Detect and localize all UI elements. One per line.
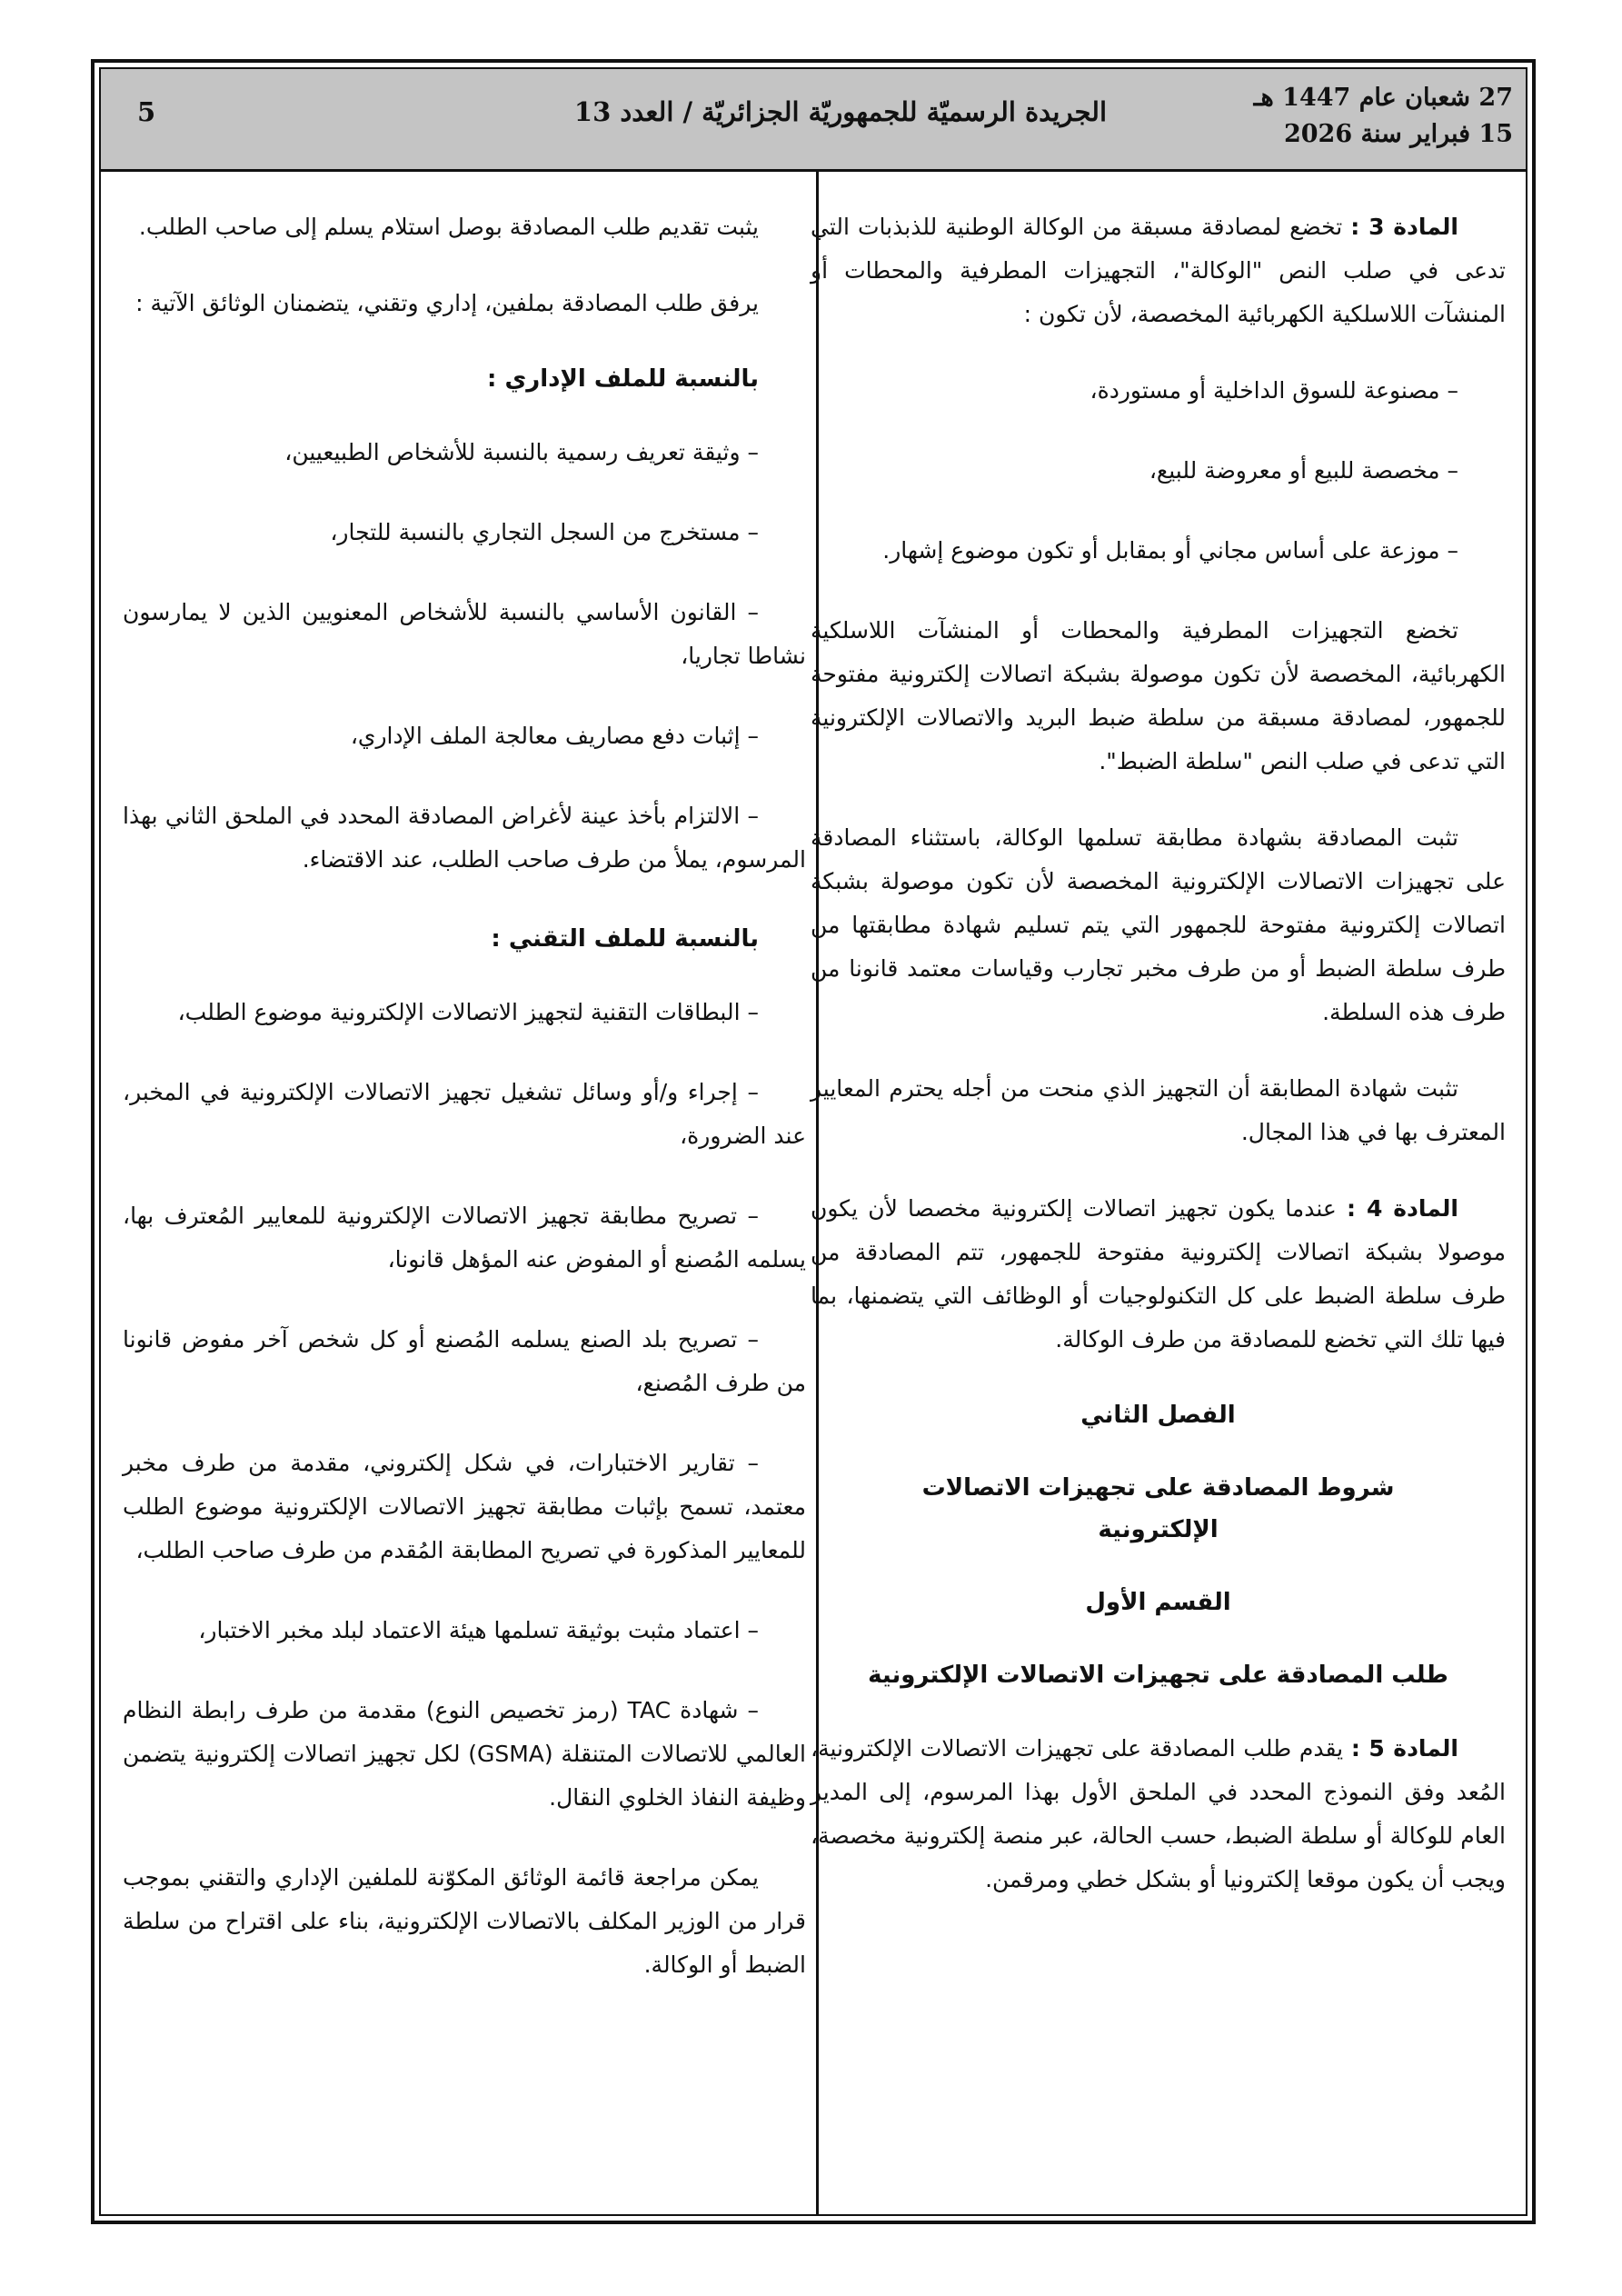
list-item: – تصريح مطابقة تجهيز الاتصالات الإلكترونية للمعايير المُعترف بها، يسلمه المُصنع أو المفوض عنه المؤهل قانونا، bbox=[123, 1203, 806, 1273]
page-border bbox=[99, 67, 1527, 2216]
section-heading: القسم الأول bbox=[1085, 1589, 1231, 1616]
date-gregorian: 15 فبراير سنة 2026 bbox=[1283, 120, 1513, 148]
list-item: – القانون الأساسي بالنسبة للأشخاص المعنويين الذين لا يمارسون نشاطا تجاريا، bbox=[123, 599, 806, 669]
article-text: عندما يكون تجهيز اتصالات إلكترونية مخصصا لأن يكون موصولا بشبكة اتصالات إلكترونية مفتوحة للجمهور، تتم المصادقة من طرف سلطة الضبط على كل التكنولوجيات أو الوظائف التي يتضمنها، بما فيها تلك التي تخضع للمصادقة من طرف الوكالة. bbox=[811, 1195, 1506, 1353]
article-5 bbox=[811, 1727, 1506, 1902]
paragraph: يرفق طلب المصادقة بملفين، إداري وتقني، يتضمنان الوثائق الآتية : bbox=[135, 290, 759, 316]
list-item: – موزعة على أساس مجاني أو بمقابل أو تكون موضوع إشهار. bbox=[882, 537, 1458, 564]
article-label: المادة 3 : bbox=[1350, 214, 1458, 240]
chapter-title: شروط المصادقة على تجهيزات الاتصالات الإلكترونية bbox=[921, 1474, 1395, 1543]
list-item: – تقارير الاختبارات، في شكل إلكتروني، مقدمة من طرف مخبر معتمد، تسمح بإثبات مطابقة تجهيز الاتصالات الإلكترونية موضوع الطلب للمعايير المذكورة في تصريح المطابقة المُقدم من طرف صاحب الطلب، bbox=[123, 1450, 806, 1563]
list-item: – مصنوعة للسوق الداخلية أو مستوردة، bbox=[1090, 377, 1458, 404]
article-3 bbox=[811, 205, 1506, 336]
page-frame bbox=[91, 59, 1536, 2224]
section-title: طلب المصادقة على تجهيزات الاتصالات الإلكترونية bbox=[868, 1662, 1448, 1689]
list-item: – وثيقة تعريف رسمية بالنسبة للأشخاص الطبيعيين، bbox=[284, 439, 759, 465]
paragraph: تثبت المصادقة بشهادة مطابقة تسلمها الوكالة، باستثناء المصادقة على تجهيزات الاتصالات الإلكترونية المخصصة لأن تكون موصولة بشبكة اتصالات إلكترونية مفتوحة للجمهور التي يتم تسليم شهادة مطابقتها من طرف سلطة الضبط أو من طرف مخبر تجارب وقياسات معتمد قانونا من طرف هذه السلطة. bbox=[811, 824, 1506, 1025]
list-item: – إثبات دفع مصاريف معالجة الملف الإداري، bbox=[350, 723, 759, 749]
list-item: – إجراء و/أو وسائل تشغيل تجهيز الاتصالات الإلكترونية في المخبر، عند الضرورة، bbox=[123, 1079, 806, 1149]
list-item: – اعتماد مثبت بوثيقة تسلمها هيئة الاعتماد لبلد مخبر الاختبار، bbox=[198, 1617, 759, 1643]
page-number: 5 bbox=[137, 96, 156, 127]
article-text: يقدم طلب المصادقة على تجهيزات الاتصالات الإلكترونية، المُعد وفق النموذج المحدد في الملحق الأول بهذا المرسوم، إلى المدير العام للوكالة أو سلطة الضبط، حسب الحالة، عبر منصة إلكترونية مخصصة، ويجب أن يكون موقعا إلكترونيا أو بشكل خطي ومرقمن. bbox=[811, 1735, 1506, 1892]
page-header bbox=[101, 69, 1526, 172]
date-hijri: 27 شعبان عام 1447 هـ bbox=[1253, 84, 1513, 112]
paragraph: تثبت شهادة المطابقة أن التجهيز الذي منحت من أجله يحترم المعايير المعترف بها في هذا المجال. bbox=[811, 1075, 1506, 1145]
list-item: – شهادة TAC (رمز تخصيص النوع) مقدمة من طرف رابطة النظام العالمي للاتصالات المتنقلة (GSMA) لكل تجهيز اتصالات إلكترونية يتضمن وظيفة النفاذ الخلوي النقال. bbox=[123, 1697, 806, 1811]
paragraph: يثبت تقديم طلب المصادقة بوصل استلام يسلم إلى صاحب الطلب. bbox=[138, 214, 759, 240]
admin-file-heading: بالنسبة للملف الإداري : bbox=[487, 365, 759, 393]
article-label: المادة 5 : bbox=[1350, 1735, 1458, 1762]
chapter-heading: الفصل الثاني bbox=[1080, 1402, 1236, 1429]
list-item: – تصريح بلد الصنع يسلمه المُصنع أو كل شخص آخر مفوض قانونا من طرف المُصنع، bbox=[123, 1326, 806, 1396]
article-text: تخضع لمصادقة مسبقة من الوكالة الوطنية للذبذبات التي تدعى في صلب النص "الوكالة"، التجهيزات المطرفية والمحطات أو المنشآت اللاسلكية الكهربائية المخصصة، لأن تكون : bbox=[811, 214, 1506, 327]
right-column bbox=[811, 205, 1506, 1934]
list-item: – مخصصة للبيع أو معروضة للبيع، bbox=[1149, 457, 1458, 484]
list-item: – مستخرج من السجل التجاري بالنسبة للتجار، bbox=[330, 519, 759, 545]
left-column bbox=[123, 205, 806, 2020]
list-item: – البطاقات التقنية لتجهيز الاتصالات الإلكترونية موضوع الطلب، bbox=[177, 999, 759, 1025]
journal-title: الجريدة الرسميّة للجمهوريّة الجزائريّة / العدد 13 bbox=[573, 96, 1108, 127]
article-4 bbox=[811, 1187, 1506, 1362]
paragraph: تخضع التجهيزات المطرفية والمحطات أو المنشآت اللاسلكية الكهربائية، المخصصة لأن تكون موصولة بشبكة اتصالات إلكترونية مفتوحة للجمهور، لمصادقة مسبقة من سلطة ضبط البريد والاتصالات الإلكترونية التي تدعى في صلب النص "سلطة الضبط". bbox=[811, 617, 1506, 774]
list-item: – الالتزام بأخذ عينة لأغراض المصادقة المحدد في الملحق الثاني بهذا المرسوم، يملأ من طرف صاحب الطلب، عند الاقتضاء. bbox=[123, 803, 806, 873]
tech-file-heading: بالنسبة للملف التقني : bbox=[491, 925, 759, 953]
article-label: المادة 4 : bbox=[1346, 1195, 1458, 1222]
paragraph: يمكن مراجعة قائمة الوثائق المكوّنة للملفين الإداري والتقني بموجب قرار من الوزير المكلف بالاتصالات الإلكترونية، بناء على اقتراح من سلطة الضبط أو الوكالة. bbox=[123, 1864, 806, 1978]
